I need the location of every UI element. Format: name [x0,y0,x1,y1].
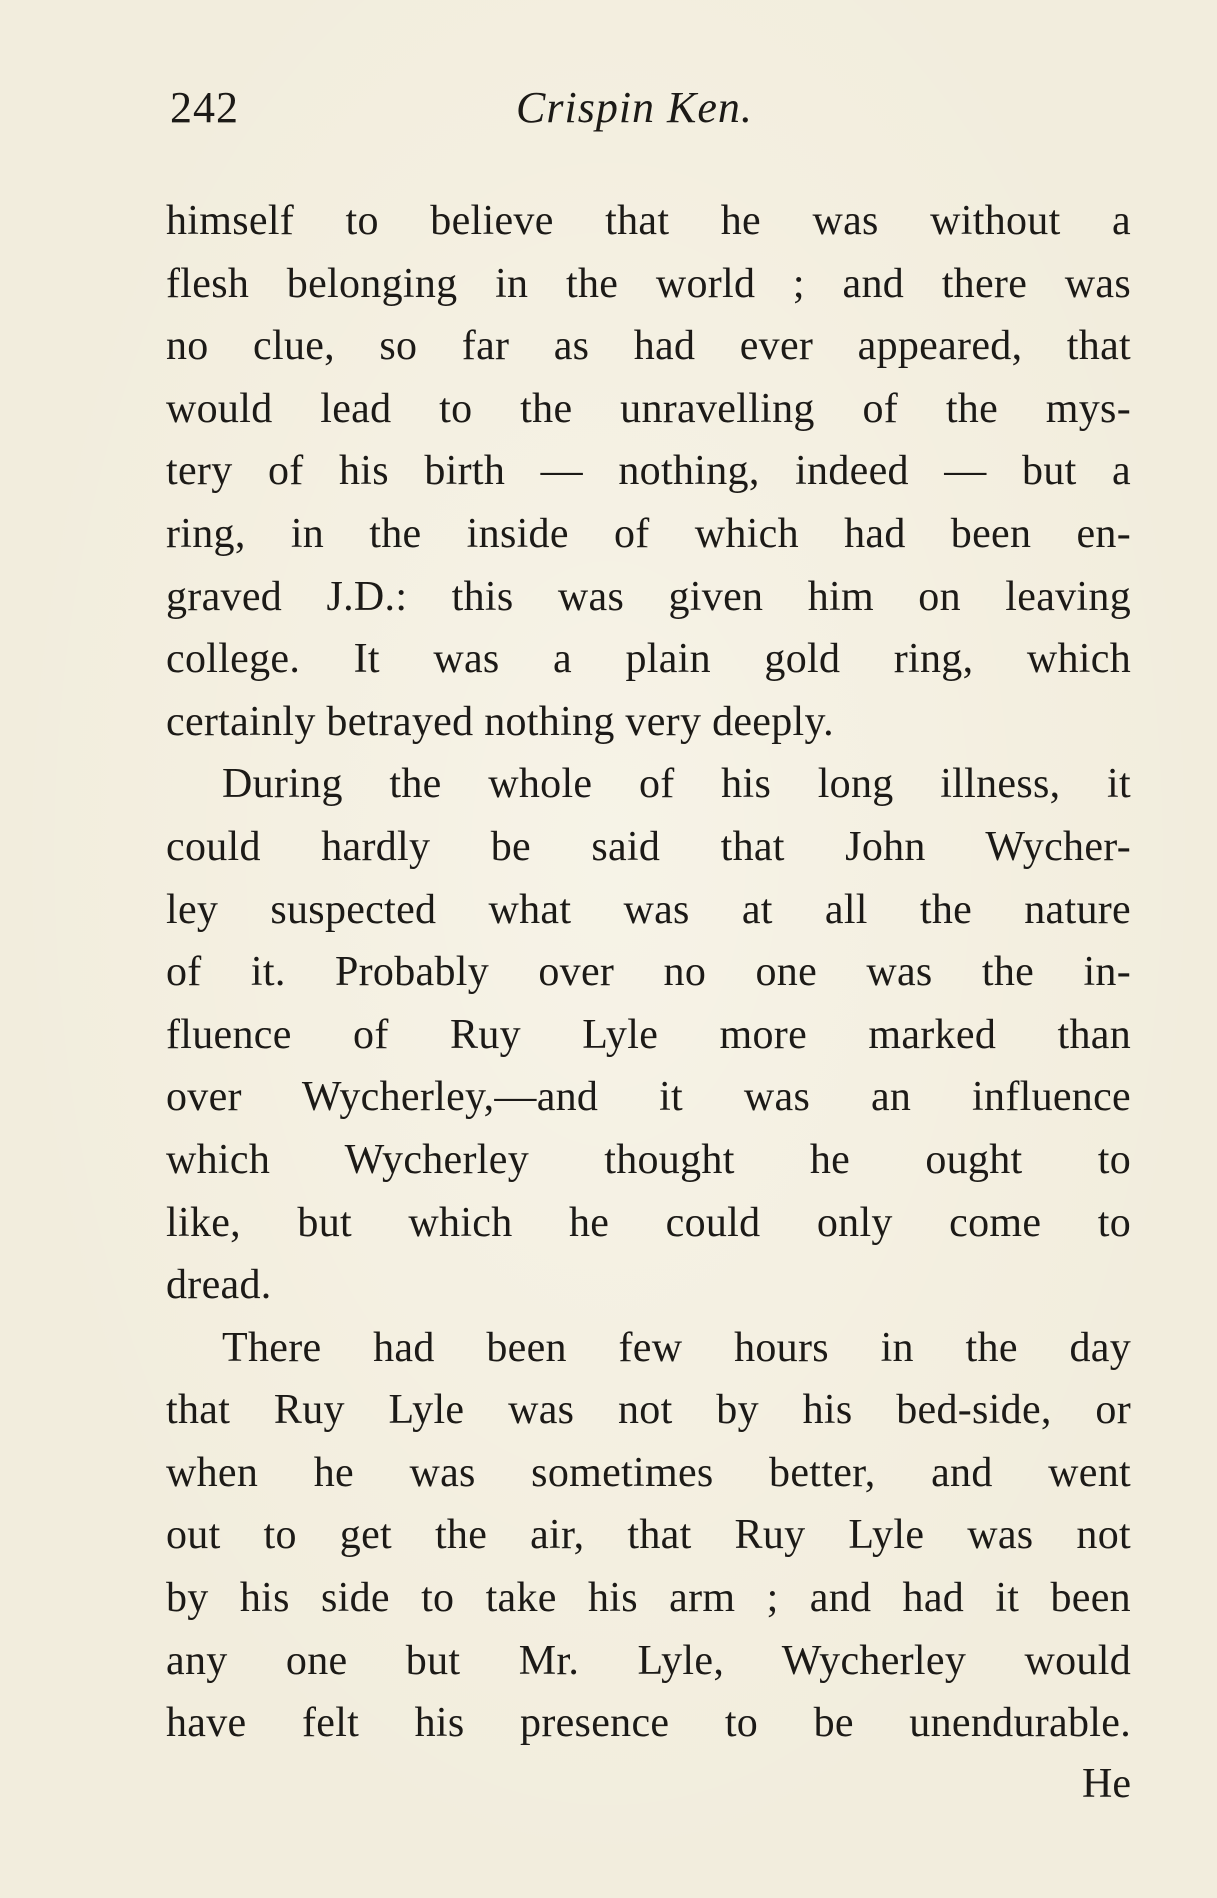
text-line: fluence of Ruy Lyle more marked than [166,1011,1131,1058]
text-line: ley suspected what was at all the nature [166,886,1131,933]
text-line: that Ruy Lyle was not by his bed-side, or [166,1387,1131,1434]
text-line: ring, in the inside of which had been en- [166,510,1131,557]
text-line: dread. [166,1262,272,1309]
text-line: no clue, so far as had ever appeared, that [166,323,1131,370]
text-line: of it. Probably over no one was the in- [166,949,1131,996]
text-line: like, but which he could only come to [166,1199,1131,1246]
text-line: flesh belonging in the world ; and there was [166,260,1131,307]
text-line: certainly betrayed nothing very deeply. [166,698,834,745]
paragraph-start-line: There had been few hours in the day [222,1324,1131,1371]
text-line: when he was sometimes better, and went [166,1449,1131,1496]
text-line: himself to believe that he was without a [166,198,1131,244]
page-header [170,82,1130,142]
text-line: would lead to the unravelling of the mys- [166,385,1131,432]
page-number: 242 [170,83,239,132]
paragraph-start-line: During the whole of his long illness, it [222,761,1131,808]
text-line: have felt his presence to be unendurable. [166,1700,1131,1747]
text-line: which Wycherley thought he ought to [166,1136,1131,1183]
text-line: by his side to take his arm ; and had it been [166,1575,1131,1622]
text-line: could hardly be said that John Wycher- [166,823,1131,870]
running-head: Crispin Ken. [516,83,753,132]
text-line: over Wycherley,—and it was an influence [166,1074,1131,1121]
text-line: out to get the air, that Ruy Lyle was not [166,1512,1131,1559]
text-line: tery of his birth — nothing, indeed — but a [166,448,1131,495]
body-text [166,190,1131,1755]
text-line: college. It was a plain gold ring, which [166,636,1131,683]
catchword: He [1082,1761,1131,1807]
text-line: graved J.D.: this was given him on leaving [166,573,1131,620]
text-line: any one but Mr. Lyle, Wycherley would [166,1637,1131,1684]
